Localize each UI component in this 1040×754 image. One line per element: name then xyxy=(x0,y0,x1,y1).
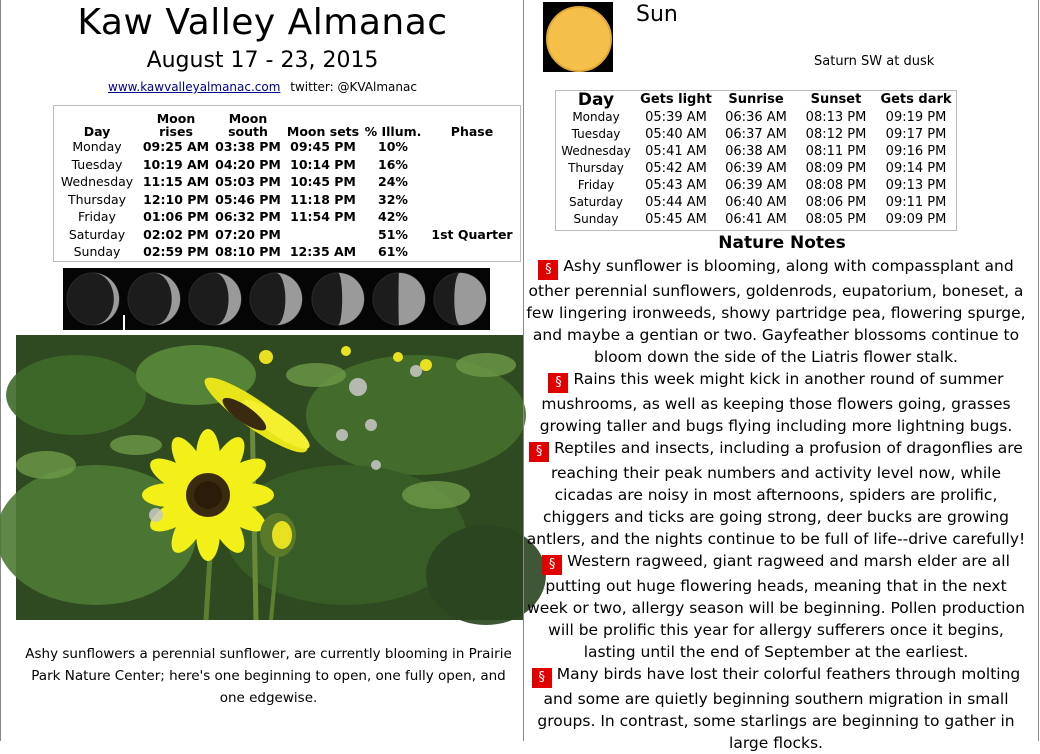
moon-cell: 06:32 PM xyxy=(215,209,281,224)
moon-cell: 61% xyxy=(378,244,408,259)
table-row xyxy=(54,191,520,209)
moon-cell xyxy=(284,226,362,244)
moon-phase-image xyxy=(63,270,122,328)
moon-icon xyxy=(64,270,122,328)
sun-col-gets-light: Gets light xyxy=(640,92,712,107)
sun-cell: 06:39 AM xyxy=(725,178,787,193)
nature-notes xyxy=(526,255,1026,754)
moon-cell: 01:06 PM xyxy=(143,209,209,224)
moon-cell: 10:45 PM xyxy=(290,174,356,189)
moon-cell: 12:35 AM xyxy=(289,244,357,259)
moon-phase-image xyxy=(186,270,245,328)
moon-phase-image xyxy=(431,270,490,328)
moon-cell: Monday xyxy=(72,139,122,154)
nature-note xyxy=(526,255,1026,368)
moon-cell: Thursday xyxy=(67,191,127,207)
table-row xyxy=(54,208,520,226)
moon-cell: 11:15 AM xyxy=(142,174,210,189)
moon-cell xyxy=(424,243,520,261)
moon-icon xyxy=(186,270,244,328)
sun-cell: 05:43 AM xyxy=(645,178,707,193)
moon-cell: 32% xyxy=(378,191,408,207)
sun-cell: 09:14 PM xyxy=(885,161,947,176)
moon-cell: 12:10 PM xyxy=(143,191,209,207)
twitter-handle: twitter: @KVAlmanac xyxy=(290,80,417,94)
sun-cell: 05:42 AM xyxy=(645,161,707,176)
moon-cell: 1st Quarter xyxy=(431,226,513,242)
date-range: August 17 - 23, 2015 xyxy=(146,48,379,73)
sun-cell: 09:19 PM xyxy=(885,110,947,125)
nature-notes-title: Nature Notes xyxy=(718,233,846,253)
moon-col-south xyxy=(212,106,284,138)
moon-col-rises: Moon rises xyxy=(156,111,196,139)
sun-cell: 08:09 PM xyxy=(805,161,867,176)
moon-icon xyxy=(431,270,489,328)
moon-col-illum: % Illum. xyxy=(364,124,422,139)
moon-cell: 02:02 PM xyxy=(143,226,209,242)
moon-icon xyxy=(125,270,183,328)
table-row xyxy=(556,126,956,143)
nature-note-text: Ashy sunflower is blooming, along with compassplant and other perennial sunflowers, goldenrods, eupatorium, boneset, a few lingering ironweeds, showy partridge pea, flowering spurge, and maybe a gentian or two. Gayfeather blossoms continue to bloom down the side of the Liatris flower stalk. xyxy=(526,257,1026,366)
nature-note xyxy=(526,663,1026,754)
sun-cell: 08:11 PM xyxy=(805,144,867,159)
moon-cell xyxy=(424,191,520,209)
sun-cell: 09:11 PM xyxy=(885,195,947,210)
sun-cell: 09:13 PM xyxy=(885,178,947,193)
moon-cell: 05:03 PM xyxy=(215,174,281,189)
right-border xyxy=(1038,0,1039,741)
sun-cell: 08:06 PM xyxy=(805,195,867,210)
planet-note: Saturn SW at dusk xyxy=(814,54,935,69)
sun-cell: 08:08 PM xyxy=(805,178,867,193)
moon-cell: 09:25 AM xyxy=(142,139,210,154)
sun-cell: 06:41 AM xyxy=(725,212,787,227)
moon-icon xyxy=(370,270,428,328)
sunflower-image xyxy=(16,335,524,620)
nature-note xyxy=(526,437,1026,550)
sun-cell: Monday xyxy=(572,110,620,124)
section-bullet-icon: § xyxy=(529,442,549,462)
sun-cell: 08:12 PM xyxy=(805,127,867,142)
table-row xyxy=(54,173,520,191)
nature-note-text: Reptiles and insects, including a profusion of dragonflies are reaching their peak numbers and activity level now, while cicadas are noisy in most afternoons, spiders are prolific, chiggers and ticks are going strong, deer bucks are growing antlers, and the nights continue to be full of life--drive carefully! xyxy=(526,439,1026,548)
sunflower-photo xyxy=(16,335,524,620)
moon-south-label: Moon south xyxy=(228,111,268,139)
moon-col-phase: Phase xyxy=(450,124,494,139)
moon-cell: 42% xyxy=(378,209,408,224)
moon-cell: 07:20 PM xyxy=(215,226,281,242)
section-bullet-icon: § xyxy=(532,668,552,688)
sun-icon xyxy=(543,2,613,72)
sun-cell: Sunday xyxy=(573,212,619,226)
sun-title: Sun xyxy=(636,2,678,27)
moon-cell: 10% xyxy=(378,139,408,154)
moon-cell: 24% xyxy=(378,174,408,189)
page-title: Kaw Valley Almanac xyxy=(77,2,448,43)
table-row xyxy=(556,177,956,194)
moon-table xyxy=(53,105,521,262)
sun-cell: 08:13 PM xyxy=(805,110,867,125)
sun-cell: Tuesday xyxy=(571,127,621,141)
moon-phase-strip xyxy=(63,268,490,330)
moon-cell: 03:38 PM xyxy=(215,139,281,154)
moon-cell: 05:46 PM xyxy=(215,191,281,207)
table-row xyxy=(54,156,520,174)
moon-cell xyxy=(424,208,520,226)
table-row xyxy=(556,143,956,160)
website-link[interactable]: www.kawvalleyalmanac.com xyxy=(108,80,281,94)
moon-cell: 11:54 PM xyxy=(290,209,356,224)
moon-cell: 10:19 AM xyxy=(142,156,210,172)
nature-note-text: Many birds have lost their colorful feathers through molting and some are quietly beginning southern migration in small groups. In contrast, some starlings are beginning to gather in large flocks. xyxy=(537,665,1021,752)
nature-note xyxy=(526,368,1026,437)
sun-cell: 06:38 AM xyxy=(725,144,787,159)
moon-col-sets: Moon sets xyxy=(286,124,360,139)
table-row xyxy=(556,211,956,228)
moon-cell: 11:18 PM xyxy=(290,191,356,207)
sun-cell: Saturday xyxy=(568,195,624,209)
moon-cell: Wednesday xyxy=(60,174,134,189)
sun-cell: Wednesday xyxy=(561,144,631,158)
nature-note xyxy=(526,550,1026,663)
sun-cell: 09:16 PM xyxy=(885,144,947,159)
table-row xyxy=(556,194,956,211)
phase-marker xyxy=(123,315,125,330)
sun-cell: 06:36 AM xyxy=(725,110,787,125)
moon-phase-image xyxy=(124,270,183,328)
moon-col-day: Day xyxy=(83,124,111,139)
moon-cell: 16% xyxy=(378,156,408,172)
sun-cell: 05:39 AM xyxy=(645,110,707,125)
sun-col-sunrise: Sunrise xyxy=(728,92,784,107)
table-row xyxy=(54,243,520,261)
moon-cell: 04:20 PM xyxy=(215,156,281,172)
section-bullet-icon: § xyxy=(538,260,558,280)
moon-cell: 02:59 PM xyxy=(143,244,209,259)
moon-cell xyxy=(424,173,520,191)
moon-cell: Saturday xyxy=(68,226,126,242)
sun-cell: 09:17 PM xyxy=(885,127,947,142)
sun-cell: 08:05 PM xyxy=(805,212,867,227)
table-row xyxy=(556,160,956,177)
table-row xyxy=(556,109,956,126)
moon-icon xyxy=(309,270,367,328)
moon-cell: Sunday xyxy=(73,244,121,259)
left-panel xyxy=(0,0,523,741)
moon-cell: 08:10 PM xyxy=(215,244,281,259)
sun-cell: 05:44 AM xyxy=(645,195,707,210)
moon-phase-image xyxy=(308,270,367,328)
sun-col-sunset: Sunset xyxy=(810,92,862,107)
moon-cell: 51% xyxy=(378,226,408,242)
sun-cell: 05:41 AM xyxy=(645,144,707,159)
moon-cell xyxy=(424,138,520,156)
sun-cell: 06:39 AM xyxy=(725,161,787,176)
moon-cell: 10:14 PM xyxy=(290,156,356,172)
sun-cell: 05:45 AM xyxy=(645,212,707,227)
moon-cell: Tuesday xyxy=(71,156,123,172)
links-line xyxy=(1,80,524,94)
moon-cell: 09:45 PM xyxy=(290,139,356,154)
sun-table xyxy=(555,90,957,231)
table-row xyxy=(54,226,520,244)
sun-cell: 06:40 AM xyxy=(725,195,787,210)
moon-cell xyxy=(424,156,520,174)
section-bullet-icon: § xyxy=(542,555,562,575)
photo-caption: Ashy sunflowers a perennial sunflower, are currently blooming in Prairie Park Nature Center; here's one beginning to open, one fully open, and one edgewise. xyxy=(25,646,512,706)
moon-phase-image xyxy=(369,270,428,328)
moon-cell: Friday xyxy=(78,209,116,224)
sun-cell: Thursday xyxy=(568,161,624,175)
table-row xyxy=(54,138,520,156)
sun-col-gets-dark: Gets dark xyxy=(880,92,952,107)
sun-col-day: Day xyxy=(577,90,615,110)
sun-cell: 09:09 PM xyxy=(885,212,947,227)
moon-phase-image xyxy=(247,270,306,328)
section-bullet-icon: § xyxy=(548,373,568,393)
sun-cell: 05:40 AM xyxy=(645,127,707,142)
moon-icon xyxy=(247,270,305,328)
page-divider xyxy=(523,0,524,741)
nature-note-text: Rains this week might kick in another round of summer mushrooms, as well as keeping those flowers going, grasses growing taller and bugs flying including more lightning bugs. xyxy=(539,370,1013,435)
nature-note-text: Western ragweed, giant ragweed and marsh elder are all putting out huge flowering heads, meaning that in the next week or two, allergy season will be beginning. Pollen production will be prolific this year for allergy sufferers once it begins, lasting until the end of September at the earliest. xyxy=(527,552,1025,661)
sun-image xyxy=(543,2,613,72)
sun-cell: Friday xyxy=(577,178,615,192)
sun-cell: 06:37 AM xyxy=(725,127,787,142)
